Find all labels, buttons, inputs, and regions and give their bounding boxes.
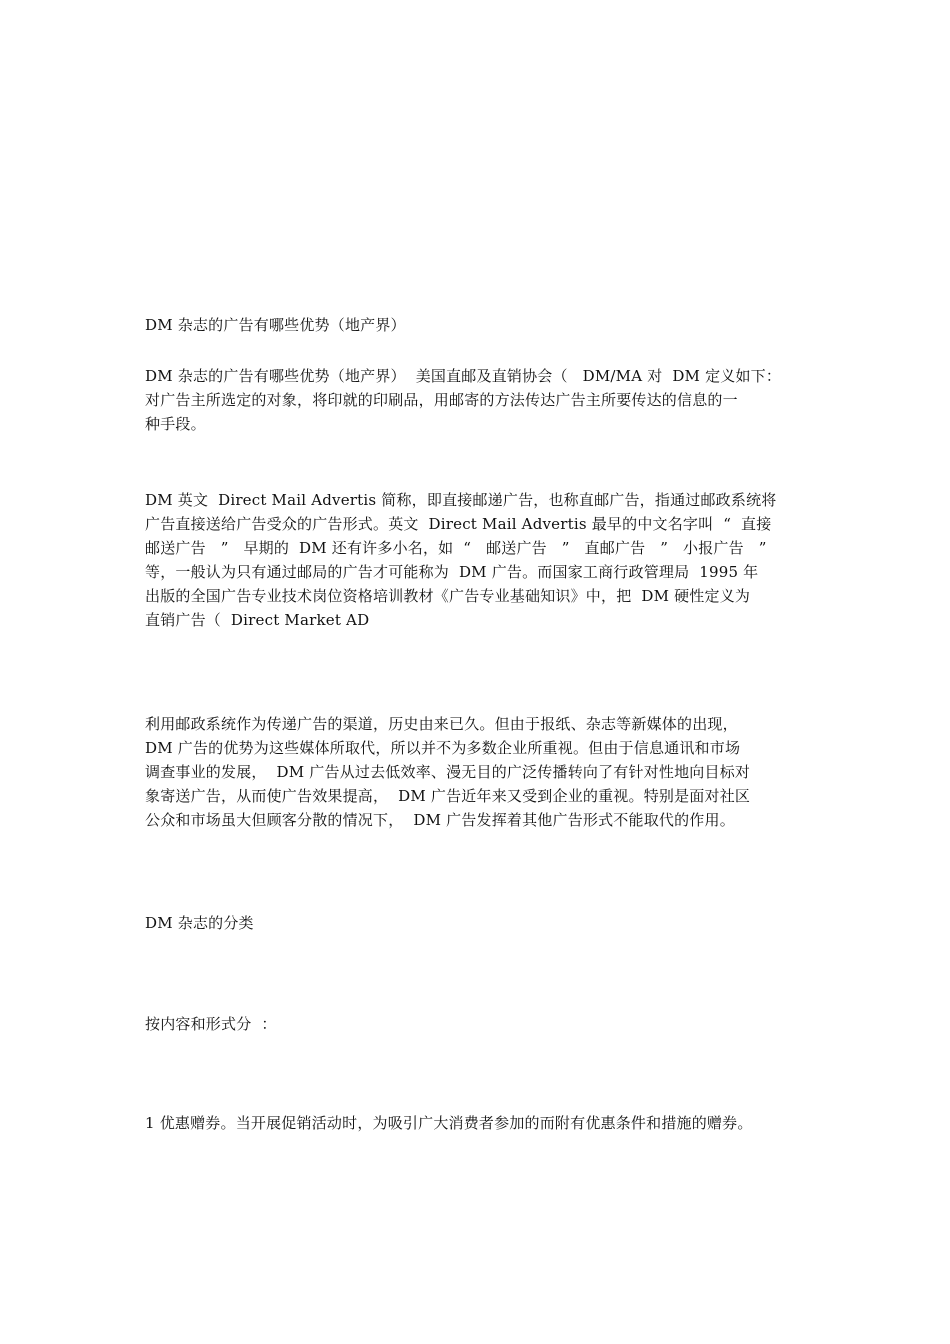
document-title	[145, 313, 817, 337]
history-line: 象寄送广告，从而使广告效果提高， DM 广告近年来又受到企业的重视。特别是面对社区	[145, 787, 751, 805]
intro-line: 对广告主所选定的对象，将印就的印刷品，用邮寄的方法传达广告主所要传达的信息的一	[145, 391, 738, 409]
intro-line: 种手段。	[145, 415, 206, 433]
english-line: 等，一般认为只有通过邮局的广告才可能称为 DM 广告。而国家工商行政管理局 1995 年	[145, 563, 759, 581]
history-line: 公众和市场虽大但顾客分散的情况下， DM 广告发挥着其他广告形式不能取代的作用。	[145, 811, 735, 829]
history-line: DM 广告的优势为这些媒体所取代，所以并不为多数企业所重视。但由于信息通讯和市场	[145, 739, 741, 757]
english-line: 邮送广告 ” 早期的 DM 还有许多小名，如 “ 邮送广告 ” 直邮广告 ” 小报广告 ”	[145, 539, 767, 557]
list-item-text: 1 优惠赠券。当开展促销活动时，为吸引广大消费者参加的而附有优惠条件和措施的赠券。	[145, 1114, 753, 1132]
history-paragraph	[145, 712, 817, 832]
history-line: 调查事业的发展， DM 广告从过去低效率、漫无目的广泛传播转向了有针对性地向目标对	[145, 763, 751, 781]
english-line: 直销广告（ Direct Market AD	[145, 611, 370, 629]
intro-paragraph	[145, 364, 817, 436]
english-line: DM 英文 Direct Mail Advertis 简称，即直接邮递广告，也称直邮广告，指通过邮政系统将	[145, 491, 777, 509]
by-content-text: 按内容和形式分 ：	[145, 1015, 277, 1033]
title-line: DM 杂志的广告有哪些优势（地产界）	[145, 316, 406, 334]
classification-heading	[145, 911, 817, 935]
english-line: 广告直接送给广告受众的广告形式。英文 Direct Mail Advertis 最早的中文名字叫 “ 直接	[145, 515, 772, 533]
classification-heading-text: DM 杂志的分类	[145, 914, 254, 932]
by-content-subheading	[145, 1012, 817, 1036]
list-item	[145, 1111, 817, 1135]
english-name-paragraph	[145, 488, 817, 632]
history-line: 利用邮政系统作为传递广告的渠道，历史由来已久。但由于报纸、杂志等新媒体的出现，	[145, 715, 738, 733]
intro-line: DM 杂志的广告有哪些优势（地产界） 美国直邮及直销协会（ DM/MA 对 DM 定义如下：	[145, 367, 782, 385]
english-line: 出版的全国广告专业技术岗位资格培训教材《广告专业基础知识》中，把 DM 硬性定义为	[145, 587, 751, 605]
